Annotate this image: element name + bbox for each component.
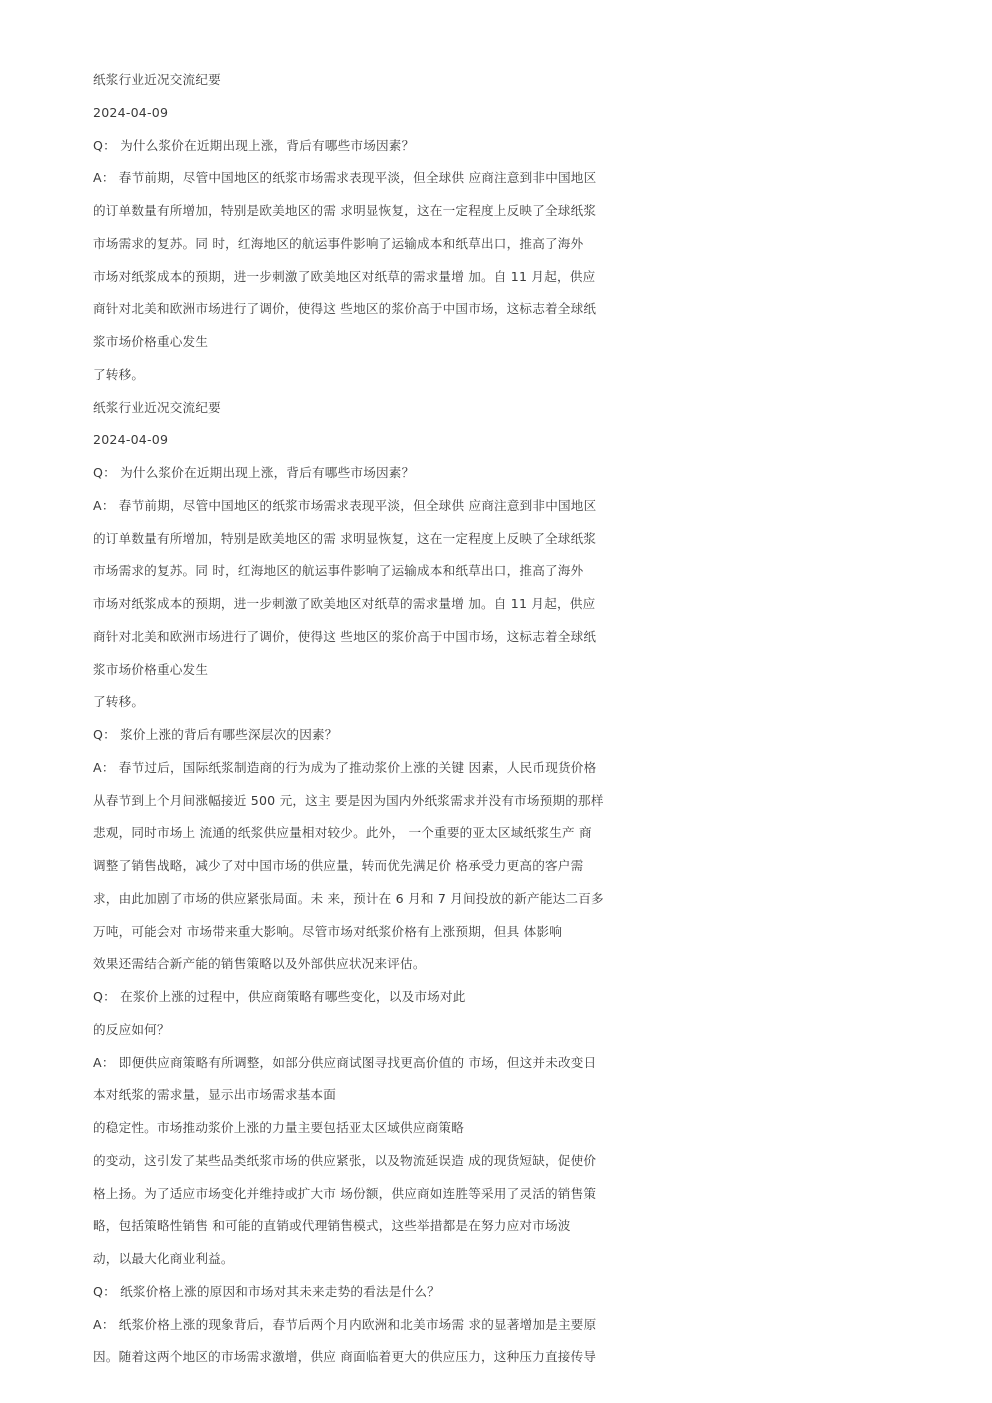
text-line: Q： 浆价上涨的背后有哪些深层次的因素？ — [93, 727, 338, 742]
text-line: 2024-04-09 — [93, 104, 169, 120]
text-line: 的变动，这引发了某些品类纸浆市场的供应紧张，以及物流延误造 成的现货短缺，促使价 — [93, 1152, 597, 1168]
text-line: A： 春节前期，尽管中国地区的纸浆市场需求表现平淡，但全球供 应商注意到非中国地区 — [93, 497, 597, 513]
text-line: 万吨，可能会对 市场带来重大影响。尽管市场对纸浆价格有上涨预期，但具 体影响 — [93, 923, 562, 939]
text-line: 效果还需结合新产能的销售策略以及外部供应状况来评估。 — [93, 956, 426, 972]
text-line: 纸浆行业近况交流纪要 — [93, 399, 221, 415]
text-line: 市场需求的复苏。同 时，红海地区的航运事件影响了运输成本和纸草出口，推高了海外 — [93, 235, 584, 251]
text-line: 从春节到上个月间涨幅接近 500 元，这主 要是因为国内外纸浆需求并没有市场预期的那样 — [93, 792, 604, 808]
text-line: A： 纸浆价格上涨的现象背后，春节后两个月内欧洲和北美市场需 求的显著增加是主要原 — [93, 1316, 597, 1332]
text-line: 浆市场价格重心发生 — [93, 661, 209, 677]
text-line: 商针对北美和欧洲市场进行了调价，使得这 些地区的浆价高于中国市场，这标志着全球纸 — [93, 301, 597, 317]
text-line: Q： 为什么浆价在近期出现上涨，背后有哪些市场因素？ — [93, 137, 415, 153]
text-line: 格上扬。为了适应市场变化并维持或扩大市 场份额，供应商如连胜等采用了灵活的销售策 — [93, 1185, 597, 1201]
text-line: 市场对纸浆成本的预期，进一步刺激了欧美地区对纸草的需求量增 加。自 11 月起，供应 — [93, 596, 596, 611]
text-line: 的反应如何？ — [93, 1021, 170, 1037]
text-line: 动，以最大化商业利益。 — [93, 1251, 234, 1266]
text-line: 求，由此加剧了市场的供应紧张局面。未 来，预计在 6 月和 7 月间投放的新产能达二百多 — [93, 890, 604, 906]
text-line: 2024-04-09 — [93, 432, 169, 448]
text-line: A： 春节过后，国际纸浆制造商的行为成为了推动浆价上涨的关键 因素，人民币现货价格 — [93, 759, 597, 775]
text-line: Q： 纸浆价格上涨的原因和市场对其未来走势的看法是什么？ — [93, 1283, 440, 1299]
text-line: 因。随着这两个地区的市场需求激增，供应 商面临着更大的供应压力，这种压力直接传导 — [93, 1349, 597, 1365]
text-line: 的订单数量有所增加，特别是欧美地区的需 求明显恢复，这在一定程度上反映了全球纸浆 — [93, 203, 597, 218]
text-line: 调整了销售战略，减少了对中国市场的供应量，转而优先满足价 格承受力更高的客户需 — [93, 858, 584, 873]
text-line: A： 即便供应商策略有所调整，如部分供应商试图寻找更高价值的 市场，但这并未改变日 — [93, 1054, 597, 1070]
document-body — [93, 70, 653, 1380]
text-line: 的订单数量有所增加，特别是欧美地区的需 求明显恢复，这在一定程度上反映了全球纸浆 — [93, 530, 597, 546]
text-line: 略，包括策略性销售 和可能的直销或代理销售模式，这些举措都是在努力应对市场波 — [93, 1218, 571, 1234]
text-line: 市场对纸浆成本的预期，进一步刺激了欧美地区对纸草的需求量增 加。自 11 月起，供应 — [93, 268, 596, 284]
text-line: 浆市场价格重心发生 — [93, 334, 209, 349]
text-line: 的稳定性。市场推动浆价上涨的力量主要包括亚太区域供应商策略 — [93, 1120, 465, 1135]
text-line: 纸浆行业近况交流纪要 — [93, 72, 221, 87]
text-line: 商针对北美和欧洲市场进行了调价，使得这 些地区的浆价高于中国市场，这标志着全球纸 — [93, 628, 597, 644]
text-line: Q： 在浆价上涨的过程中，供应商策略有哪些变化，以及市场对此 — [93, 989, 466, 1004]
text-line: 市场需求的复苏。同 时，红海地区的航运事件影响了运输成本和纸草出口，推高了海外 — [93, 563, 584, 579]
text-line: 本对纸浆的需求量，显示出市场需求基本面 — [93, 1087, 337, 1103]
text-line: 悲观，同时市场上 流通的纸浆供应量相对较少。此外， 一个重要的亚太区域纸浆生产 商 — [93, 825, 592, 841]
text-line: Q： 为什么浆价在近期出现上涨，背后有哪些市场因素？ — [93, 465, 415, 480]
text-line: A： 春节前期，尽管中国地区的纸浆市场需求表现平淡，但全球供 应商注意到非中国地区 — [93, 170, 597, 186]
text-line: 了转移。 — [93, 694, 145, 710]
text-line: 了转移。 — [93, 366, 145, 382]
